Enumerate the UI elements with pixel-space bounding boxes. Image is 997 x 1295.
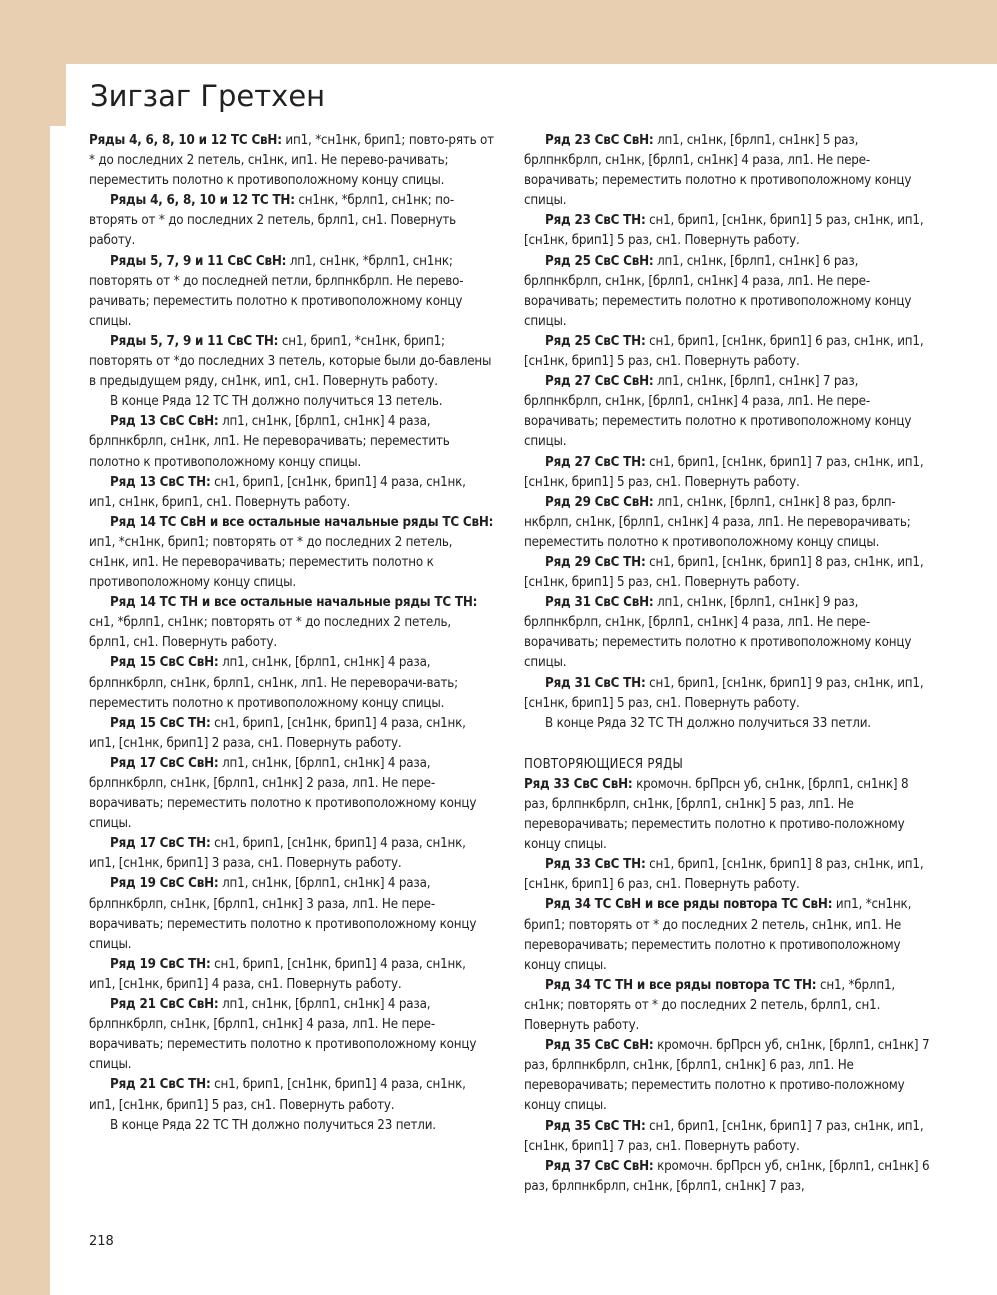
row-label: Ряд 35 СвС ТН: <box>545 1118 646 1134</box>
row-label: Ряд 15 СвС ТН: <box>110 715 211 731</box>
instruction-paragraph <box>89 593 495 653</box>
instruction-paragraph <box>524 211 934 251</box>
row-label: Ряд 35 СвС СвН: <box>545 1038 654 1054</box>
row-instruction-text: кромочн. брПрсн уб, сн1нк, [брлп1, сн1нк] 6 раз, брлпнкбрлп, сн1нк, [брлп1, сн1нк] 7 раз, <box>524 1158 930 1194</box>
instruction-paragraph <box>89 714 495 754</box>
instruction-paragraph <box>89 513 495 593</box>
row-instruction-text: сн1, брип1, [сн1нк, брип1] 4 раза, сн1нк, ип1, [сн1нк, брип1] 5 раз, сн1. Повернуть работу. <box>89 1077 466 1113</box>
row-instruction-text: сн1, брип1, [сн1нк, брип1] 6 раз, сн1нк, ип1, [сн1нк, брип1] 5 раз, сн1. Повернуть работу. <box>524 333 924 370</box>
row-label: Ряд 25 СвС ТН: <box>545 333 646 349</box>
row-label: Ряд 15 СвС СвН: <box>110 655 219 671</box>
instruction-paragraph <box>524 493 934 553</box>
row-label: Ряд 13 СвС СвН: <box>110 414 219 430</box>
page-number: 218 <box>89 1234 114 1249</box>
row-label: Ряды 5, 7, 9 и 11 СвС СвН: <box>110 253 287 269</box>
row-instruction-text: сн1, брип1, [сн1нк, брип1] 5 раз, сн1нк, ип1, [сн1нк, брип1] 5 раз, сн1. Повернуть работу. <box>524 213 924 249</box>
instruction-paragraph <box>524 593 934 673</box>
row-instruction-text: сн1, *брлп1, сн1нк; повторять от * до последних 2 петель, брлп1, сн1. Повернуть работу. <box>524 977 895 1034</box>
row-label: Ряд 21 СвС ТН: <box>110 1077 211 1093</box>
instruction-paragraph <box>524 775 934 855</box>
row-label: Ряд 31 СвС ТН: <box>545 675 646 691</box>
row-instruction-text: лп1, сн1нк, [брлп1, сн1нк] 9 раз, брлпнкбрлп, сн1нк, [брлп1, сн1нк] 4 раза, лп1. Не пере-ворачивать; переместить полотно к противоположному концу спицы. <box>524 595 912 671</box>
row-instruction-text: сн1, брип1, [сн1нк, брип1] 9 раз, сн1нк, ип1, [сн1нк, брип1] 5 раз, сн1. Повернуть работу. <box>524 675 924 711</box>
row-instruction-text: лп1, сн1нк, [брлп1, сн1нк] 8 раз, брлп-нкбрлп, сн1нк, [брлп1, сн1нк] 4 раза, лп1. Не переворачивать; переместить полотно к противоположному концу спицы. <box>524 494 911 550</box>
instruction-paragraph <box>89 653 495 713</box>
instruction-paragraph <box>89 955 495 995</box>
instruction-paragraph <box>524 674 934 714</box>
instruction-paragraph <box>524 453 934 493</box>
row-label: Ряд 27 СвС СвН: <box>545 374 654 390</box>
row-instruction-text: лп1, сн1нк, [брлп1, сн1нк] 5 раз, брлпнкбрлп, сн1нк, [брлп1, сн1нк] 4 раза, лп1. Не пере-ворачивать; переместить полотно к противоположному концу спицы. <box>524 133 912 209</box>
row-instruction-text: сн1, брип1, [сн1нк, брип1] 4 раза, сн1нк, ип1, сн1нк, брип1, сн1. Повернуть работу. <box>89 474 466 510</box>
instruction-paragraph <box>524 895 934 975</box>
section-heading-repeat-rows: ПОВТОРЯЮЩИЕСЯ РЯДЫ <box>524 756 684 772</box>
row-label: Ряд 33 СвС ТН: <box>545 857 646 873</box>
instruction-paragraph <box>89 473 495 513</box>
row-instruction-text: В конце Ряда 22 ТС ТН должно получиться 23 петли. <box>110 1117 436 1133</box>
row-instruction-text: сн1, брип1, *сн1нк, брип1; повторять от *до последних 3 петель, которые были до-бавлены в предыдущем ряду, сн1нк, ип1, сн1. Повернуть работу. <box>89 333 492 390</box>
row-label: Ряд 21 СвС СвН: <box>110 997 219 1013</box>
row-label: Ряд 17 СвС ТН: <box>110 836 211 852</box>
instruction-paragraph <box>524 1036 934 1116</box>
repeat-rows-instructions <box>524 775 934 1197</box>
instruction-paragraph <box>524 131 934 211</box>
row-instruction-text: лп1, сн1нк, [брлп1, сн1нк] 4 раза, брлпнкбрлп, сн1нк, [брлп1, сн1нк] 3 раза, лп1. Не пере-ворачивать; переместить полотно к противоположному концу спицы. <box>89 876 477 952</box>
instruction-paragraph <box>89 412 495 472</box>
row-label: Ряды 5, 7, 9 и 11 СвС ТН: <box>110 333 279 349</box>
row-label: Ряд 34 ТС ТН и все ряды повтора ТС ТН: <box>545 977 817 993</box>
instruction-paragraph <box>524 372 934 452</box>
instruction-paragraph <box>524 252 934 332</box>
row-instruction-text: сн1нк, *брлп1, сн1нк; по-вторять от * до последних 2 петель, брлп1, сн1. Повернуть работу. <box>89 193 456 249</box>
row-label: Ряд 37 СвС СвН: <box>545 1158 654 1174</box>
instruction-paragraph <box>89 754 495 834</box>
instruction-paragraph <box>89 332 495 392</box>
row-instruction-text: лп1, сн1нк, *брлп1, сн1нк; повторять от * до последней петли, брлпнкбрлп. Не перево-рачивать; переместить полотно к противоположному концу спицы. <box>89 253 464 329</box>
page-title: Зигзаг Гретхен <box>90 79 326 113</box>
row-label: Ряд 19 СвС СвН: <box>110 876 219 892</box>
row-instruction-text: кромочн. брПрсн уб, сн1нк, [брлп1, сн1нк] 8 раз, брлпнкбрлп, сн1нк, [брлп1, сн1нк] 5 раз, лп1. Не переворачивать; переместить полотно к противо-положному концу спицы. <box>524 776 909 853</box>
instruction-paragraph <box>89 1116 495 1136</box>
instruction-paragraph <box>89 874 495 954</box>
instruction-paragraph <box>89 252 495 332</box>
instruction-paragraph <box>89 392 495 412</box>
row-instruction-text: В конце Ряда 12 ТС ТН должно получиться 13 петель. <box>110 394 443 410</box>
row-label: Ряд 29 СвС СвН: <box>545 494 654 510</box>
row-instruction-text: сн1, брип1, [сн1нк, брип1] 4 раза, сн1нк, ип1, [сн1нк, брип1] 4 раза, сн1. Повернуть работу. <box>89 956 466 992</box>
row-instruction-text: ип1, *сн1нк, брип1; повто-рять от * до последних 2 петель, сн1нк, ип1. Не перево-рачивать; переместить полотно к противоположному концу спицы. <box>89 133 494 189</box>
instruction-paragraph <box>524 714 934 734</box>
row-instruction-text: лп1, сн1нк, [брлп1, сн1нк] 4 раза, брлпнкбрлп, сн1нк, [брлп1, сн1нк] 4 раза, лп1. Не пере-ворачивать; переместить полотно к противоположному концу спицы. <box>89 997 477 1073</box>
row-instruction-text: ип1, *сн1нк, брип1; повторять от * до последних 2 петель, сн1нк, ип1. Не переворачивать; переместить полотно к противоположному концу спицы. <box>524 897 912 973</box>
row-label: Ряд 25 СвС СвН: <box>545 253 654 269</box>
row-instruction-text: В конце Ряда 32 ТС ТН должно получиться 33 петли. <box>545 715 871 731</box>
row-label: Ряды 4, 6, 8, 10 и 12 ТС ТН: <box>110 193 295 209</box>
row-label: Ряд 33 СвС СвН: <box>524 776 633 792</box>
row-instruction-text: сн1, *брлп1, сн1нк; повторять от * до последних 2 петель, брлп1, сн1. Повернуть работу. <box>89 615 451 651</box>
row-instruction-text: сн1, брип1, [сн1нк, брип1] 7 раз, сн1нк, ип1, [сн1нк, брип1] 7 раз, сн1. Повернуть работу. <box>524 1118 924 1154</box>
row-label: Ряд 29 СвС ТН: <box>545 554 646 570</box>
instruction-paragraph <box>524 855 934 895</box>
row-instruction-text: кромочн. брПрсн уб, сн1нк, [брлп1, сн1нк] 7 раз, брлпнкбрлп, сн1нк, [брлп1, сн1нк] 6 раз, лп1. Не переворачивать; переместить полотно к противо-положному концу спицы. <box>524 1038 930 1114</box>
row-label: Ряд 13 СвС ТН: <box>110 474 211 490</box>
right-column-instructions <box>524 131 934 734</box>
row-instruction-text: сн1, брип1, [сн1нк, брип1] 4 раза, сн1нк, ип1, [сн1нк, брип1] 2 раза, сн1. Повернуть работу. <box>89 715 466 751</box>
row-label: Ряд 23 СвС СвН: <box>545 133 654 148</box>
instruction-paragraph <box>89 995 495 1075</box>
row-label: Ряд 14 ТС СвН и все остальные начальные ряды ТС СвН: <box>110 514 494 530</box>
row-label: Ряды 4, 6, 8, 10 и 12 ТС СвН: <box>89 133 282 148</box>
row-label: Ряд 19 СвС ТН: <box>110 956 211 972</box>
instruction-paragraph <box>89 1075 495 1115</box>
row-instruction-text: сн1, брип1, [сн1нк, брип1] 8 раз, сн1нк, ип1, [сн1нк, брип1] 5 раз, сн1. Повернуть работу. <box>524 554 924 591</box>
row-instruction-text: лп1, сн1нк, [брлп1, сн1нк] 4 раза, брлпнкбрлп, сн1нк, [брлп1, сн1нк] 2 раза, лп1. Не пере-ворачивать; переместить полотно к противоположному концу спицы. <box>89 755 477 832</box>
row-instruction-text: ип1, *сн1нк, брип1; повторять от * до последних 2 петель, сн1нк, ип1. Не переворачивать; переместить полотно к противоположному концу спицы. <box>89 534 453 591</box>
left-column <box>89 131 495 1136</box>
row-instruction-text: лп1, сн1нк, [брлп1, сн1нк] 6 раз, брлпнкбрлп, сн1нк, [брлп1, сн1нк] 4 раза, лп1. Не пере-ворачивать; переместить полотно к противоположному концу спицы. <box>524 253 912 329</box>
row-instruction-text: лп1, сн1нк, [брлп1, сн1нк] 7 раз, брлпнкбрлп, сн1нк, [брлп1, сн1нк] 4 раза, лп1. Не пере-ворачивать; переместить полотно к противоположному концу спицы. <box>524 374 912 450</box>
row-label: Ряд 14 ТС ТН и все остальные начальные ряды ТС ТН: <box>110 595 478 611</box>
row-instruction-text: лп1, сн1нк, [брлп1, сн1нк] 4 раза, брлпнкбрлп, сн1нк, лп1. Не переворачивать; переместить полотно к противоположному концу спицы. <box>89 414 450 470</box>
instruction-paragraph <box>89 834 495 874</box>
row-instruction-text: сн1, брип1, [сн1нк, брип1] 4 раза, сн1нк, ип1, [сн1нк, брип1] 3 раза, сн1. Повернуть работу. <box>89 836 466 872</box>
row-label: Ряд 31 СвС СвН: <box>545 595 654 611</box>
row-instruction-text: лп1, сн1нк, [брлп1, сн1нк] 4 раза, брлпнкбрлп, сн1нк, брлп1, сн1нк, лп1. Не переворачи-вать; переместить полотно к противоположному концу спицы. <box>89 655 458 711</box>
row-instruction-text: сн1, брип1, [сн1нк, брип1] 8 раз, сн1нк, ип1, [сн1нк, брип1] 6 раз, сн1. Повернуть работу. <box>524 857 924 893</box>
row-instruction-text: сн1, брип1, [сн1нк, брип1] 7 раз, сн1нк, ип1, [сн1нк, брип1] 5 раз, сн1. Повернуть работу. <box>524 454 924 490</box>
row-label: Ряд 27 СвС ТН: <box>545 454 646 470</box>
instruction-paragraph <box>524 332 934 372</box>
row-label: Ряд 23 СвС ТН: <box>545 213 646 229</box>
row-label: Ряд 17 СвС СвН: <box>110 755 219 771</box>
margin-band <box>0 0 50 1295</box>
right-column <box>524 131 934 1197</box>
instruction-paragraph <box>524 553 934 593</box>
instruction-paragraph <box>89 131 495 191</box>
instruction-paragraph <box>524 1157 934 1197</box>
instruction-paragraph <box>524 1117 934 1157</box>
instruction-paragraph <box>89 191 495 251</box>
instruction-paragraph <box>524 976 934 1036</box>
row-label: Ряд 34 ТС СвН и все ряды повтора ТС СвН: <box>545 897 833 913</box>
